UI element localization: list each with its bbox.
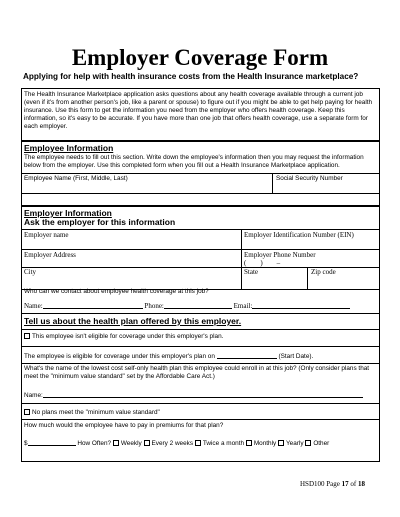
option-twice-a-month: Twice a month [202, 440, 245, 447]
contact-phone-field[interactable] [164, 301, 232, 309]
zip-field[interactable] [308, 276, 379, 288]
weekly-checkbox[interactable] [113, 440, 119, 446]
no-plans-checkbox[interactable] [24, 409, 30, 415]
ein-field[interactable] [242, 240, 379, 249]
start-date-field[interactable] [217, 351, 277, 359]
every-2-weeks-checkbox[interactable] [144, 440, 150, 446]
plan-section-heading: Tell us about the health plan offered by this employer. [24, 316, 242, 326]
twice-a-month-checkbox[interactable] [195, 440, 201, 446]
intro-text: The Health Insurance Marketplace application asks questions about any health coverage available through a current job (even if it's from another person's job, like a parent or spouse) to figure out if you might be able to get help paying for health insurance. Use this form to get the information you need from the employer who offers health coverage. Keep this information, so it's easy to be accurate. If you have more than one job that offers health coverage, use a separate form for each employer. [24, 91, 373, 130]
premium-row [24, 438, 329, 448]
not-eligible-label: This employee isn't eligible for coverage under this employer's plan. [32, 333, 224, 340]
page-title: Employer Coverage Form [71, 45, 329, 70]
employee-section-heading: Employee Information [24, 143, 114, 153]
monthly-checkbox[interactable] [246, 440, 252, 446]
page-footer [300, 480, 365, 489]
employer-section-heading: Employer Information [24, 208, 112, 218]
plan-name-label: Name: [24, 392, 43, 399]
employer-address-field[interactable] [22, 259, 240, 267]
employer-name-field[interactable] [22, 240, 240, 249]
page-subtitle: Applying for help with health insurance costs from the Health Insurance marketplace? [23, 72, 359, 81]
dollar-sign: $ [24, 440, 28, 447]
contact-row [24, 301, 350, 311]
yearly-checkbox[interactable] [278, 440, 284, 446]
eligible-suffix: (Start Date). [278, 353, 314, 360]
employee-section-instructions: The employee needs to fill out this section. Write down the employee's information then you may request the information below from the employer. Use this completed form when you fill out a Health Insurance Marketplace application. [24, 154, 364, 169]
eligible-row [24, 351, 313, 361]
contact-phone-label: Phone: [144, 302, 164, 310]
no-plans-label: No plans meet the "minimum value standard" [32, 409, 160, 416]
premium-question: How much would the employee have to pay in premiums for that plan? [24, 422, 224, 429]
footer-of: of [348, 480, 358, 488]
employer-phone-format: ( ) – [244, 259, 281, 267]
contact-email-label: Email: [233, 302, 253, 310]
contact-question: Who can we contact about employee health coverage at this job? [24, 288, 209, 295]
employer-name-label: Employer name [24, 231, 69, 239]
state-field[interactable] [242, 276, 306, 288]
footer-prefix: HSD100 Page [300, 480, 342, 488]
ssn-field[interactable] [273, 182, 379, 193]
city-label: City [24, 268, 37, 276]
zip-label: Zip code [311, 268, 336, 276]
employee-name-field[interactable] [22, 182, 271, 193]
employee-name-label: Employee Name (First, Middle, Last) [24, 175, 128, 182]
option-weekly: Weekly [120, 440, 142, 447]
state-label: State [244, 268, 258, 276]
option-monthly: Monthly [253, 440, 277, 447]
contact-name-field[interactable] [43, 301, 143, 309]
plan-name-field[interactable] [43, 390, 363, 398]
other-checkbox[interactable] [305, 440, 311, 446]
no-plans-row [24, 409, 160, 417]
contact-name-label: Name: [24, 302, 43, 310]
footer-page: 17 [341, 480, 349, 488]
option-yearly: Yearly [286, 440, 304, 447]
premium-amount-field[interactable] [28, 438, 76, 446]
lowest-cost-question: What's the name of the lowest cost self-only health plan this employee could enroll in at this job? (Only consider plans that meet the "minimum value standard" set by the Affordable Care Act.) [24, 365, 370, 380]
employer-section-subheading: Ask the employer for this information [24, 217, 176, 227]
how-often-label: How Often? [77, 440, 112, 447]
plan-name-row [24, 390, 363, 400]
footer-total: 18 [357, 480, 365, 488]
employer-phone-label: Employer Phone Number [244, 251, 316, 259]
ein-label: Employer Identification Number (EIN) [244, 231, 354, 239]
option-every-2-weeks: Every 2 weeks [151, 440, 194, 447]
not-eligible-row [24, 333, 223, 341]
eligible-prefix: The employee is eligible for coverage under this employer's plan on [24, 353, 215, 360]
employer-address-label: Employer Address [24, 251, 76, 259]
not-eligible-checkbox[interactable] [24, 333, 30, 339]
city-field[interactable] [22, 276, 240, 288]
ssn-label: Social Security Number [276, 175, 343, 182]
contact-email-field[interactable] [252, 301, 350, 309]
option-other: Other [313, 440, 330, 447]
